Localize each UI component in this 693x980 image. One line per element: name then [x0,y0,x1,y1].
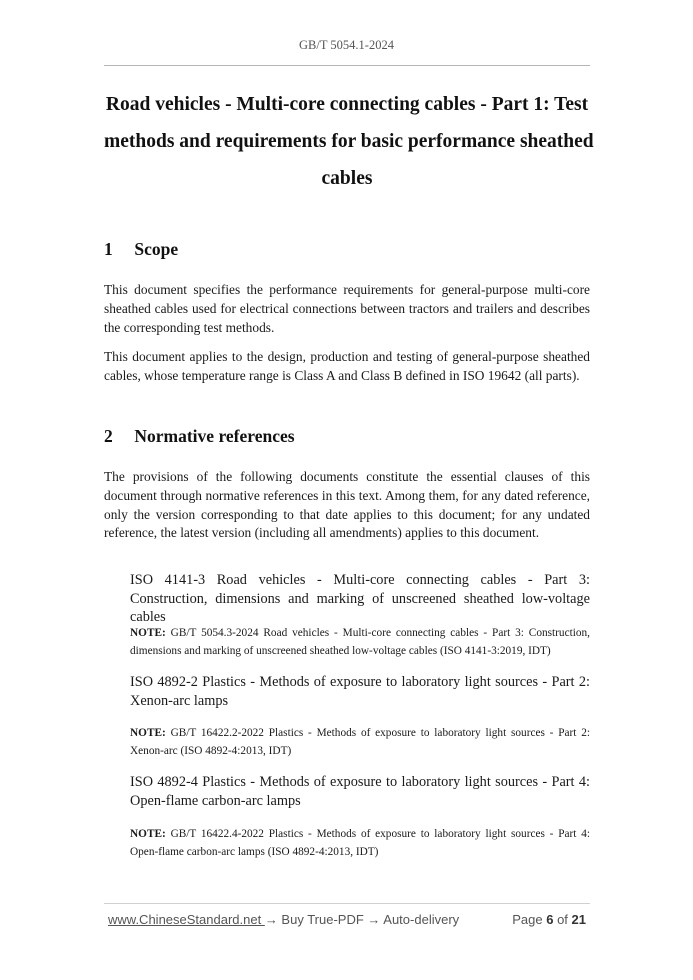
section-number: 2 [104,426,113,446]
header-divider [104,65,590,66]
note-text: GB/T 5054.3-2024 Road vehicles - Multi-core connecting cables - Part 3: Construction, dimensions and marking of unscreened sheathed low-voltage cables (ISO 4141-3:2019, IDT) [130,627,590,658]
scope-paragraph-1: This document specifies the performance requirements for general-purpose multi-core sheathed cables used for electrical connections between tractors and trailers and describes the corresponding test methods. [104,282,590,335]
section-heading-normative-references [104,426,295,447]
section-number: 1 [104,239,113,259]
scope-paragraph-2: This document applies to the design, production and testing of general-purpose sheathed cables, whose temperature range is Class A and Class B defined in ISO 19642 (all parts). [104,349,590,383]
website-link[interactable]: www.ChineseStandard.net [108,912,265,927]
footer-divider [104,903,590,904]
document-title-line-3: cables [321,168,373,189]
document-title-line-2: methods and requirements for basic performance sheathed [104,131,594,152]
page-label: Page [512,912,543,927]
reference-note [130,724,590,761]
section-heading-scope [104,239,178,260]
section-title: Normative references [134,426,295,446]
footer-promo [108,912,459,927]
document-title-line-1: Road vehicles - Multi-core connecting cables - Part 1: Test [105,94,589,115]
note-label: NOTE: [130,727,166,739]
running-header: GB/T 5054.1-2024 [299,38,394,52]
page-footer [108,912,586,927]
note-label: NOTE: [130,828,166,840]
page-indicator [512,912,586,927]
page-of: of [557,912,568,927]
note-text: GB/T 16422.2-2022 Plastics - Methods of exposure to laboratory light sources - Part 2: Xenon-arc (ISO 4892-4:2013, IDT) [130,727,590,758]
reference-item: ISO 4892-4 Plastics - Methods of exposure to laboratory light sources - Part 4: Open-flame carbon-arc lamps [130,774,590,809]
reference-item: ISO 4141-3 Road vehicles - Multi-core connecting cables - Part 3: Construction, dimensions and marking of unscreened sheathed low-voltage cables [130,572,590,626]
note-label: NOTE: [130,627,166,639]
page-current: 6 [546,912,554,927]
normative-references-intro: The provisions of the following documents constitute the essential clauses of this document through normative references in this text. Among them, for any dated reference, only the version corresponding to that date applies to this document; for any undated reference, the latest version (including all amendments) applies to this document. [104,469,590,541]
reference-note [130,624,590,661]
section-title: Scope [134,239,179,259]
note-text: GB/T 16422.4-2022 Plastics - Methods of exposure to laboratory light sources - Part 4: Open-flame carbon-arc lamps (ISO 4892-4:2013, IDT) [130,828,590,859]
page-total: 21 [571,912,586,927]
reference-item: ISO 4892-2 Plastics - Methods of exposure to laboratory light sources - Part 2: Xenon-arc lamps [130,674,590,709]
reference-note [130,825,590,862]
footer-promo-text: → Buy True-PDF → Auto-delivery [264,912,460,927]
